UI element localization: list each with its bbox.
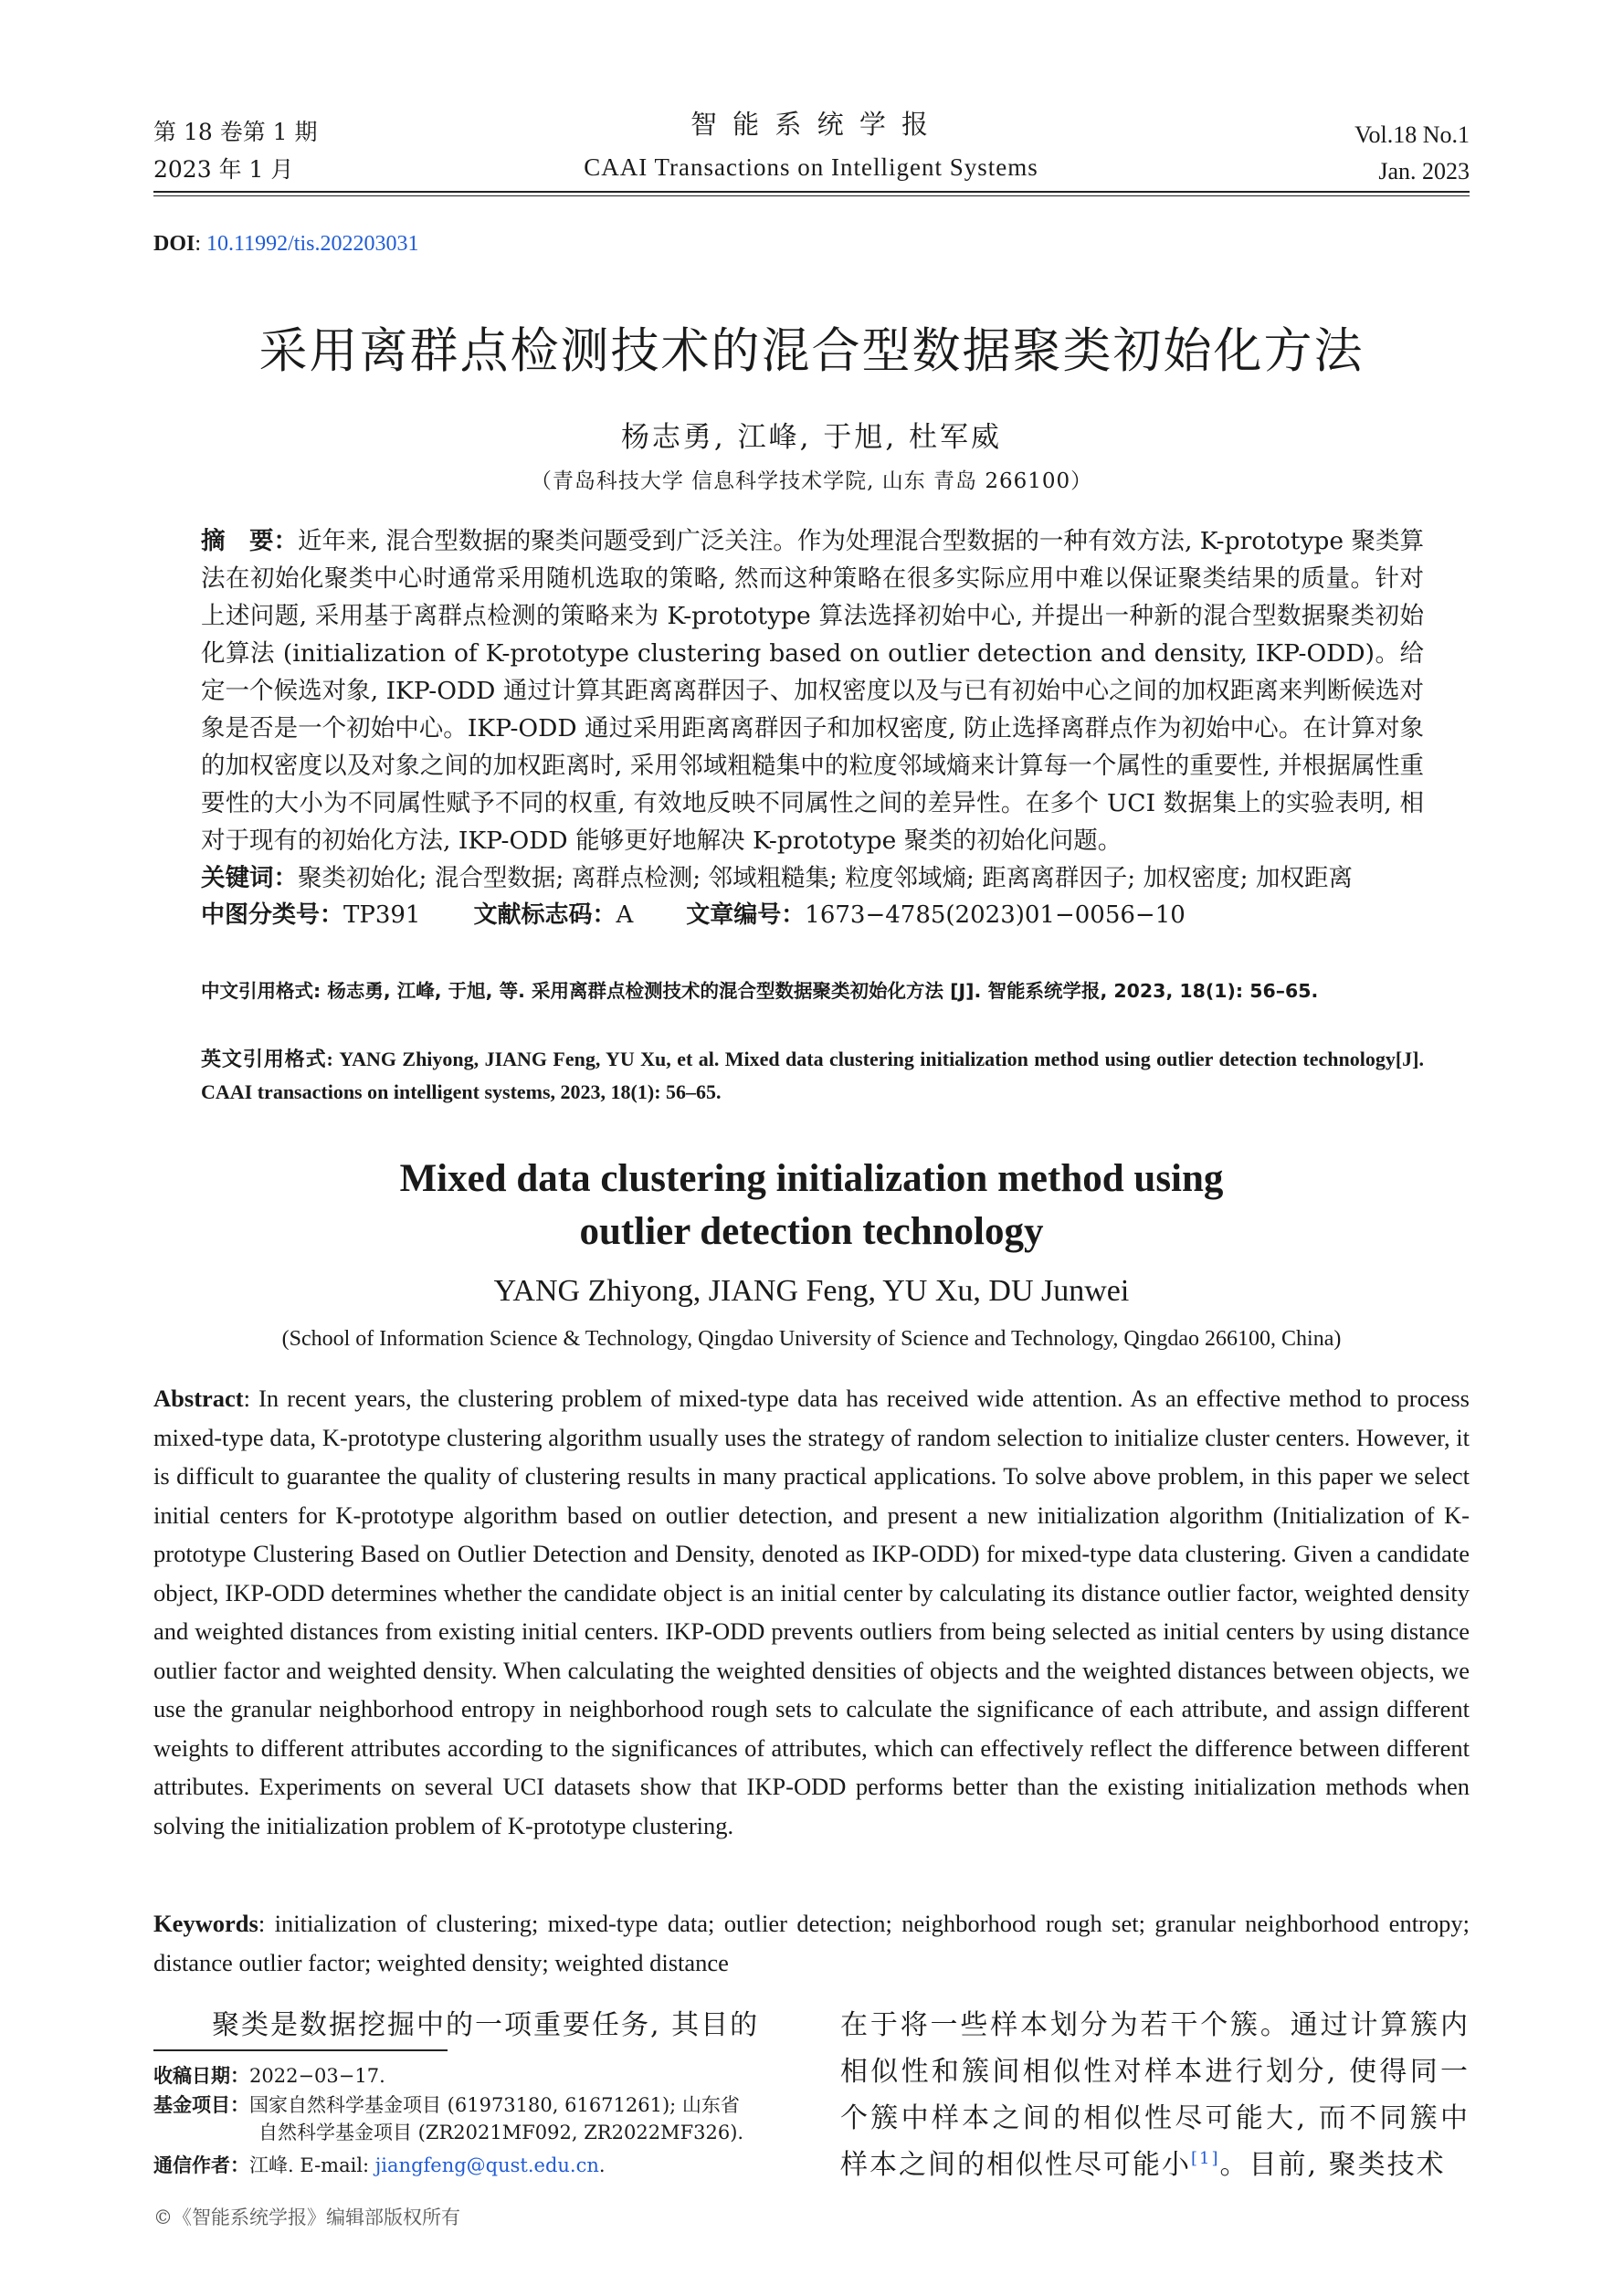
reference-link[interactable]: [1] [1191,2149,1220,2168]
doi-sep: : [195,232,207,256]
issue-date: 2023 年 1 月 [153,156,294,183]
journal-name-en: CAAI Transactions on Intelligent Systems [584,153,1038,181]
citation-cn: 中文引用格式: 杨志勇, 江峰, 于旭, 等. 采用离群点检测技术的混合型数据聚类初始化方法 [J]. 智能系统学报, 2023, 18(1): 56–65. [201,980,1319,1002]
abstract-cn-label: 摘 要： [201,527,299,555]
fund-label: 基金项目： [153,2094,249,2116]
issue-number: 第 18 卷第 1 期 [153,119,318,145]
body-right-column [840,2002,1470,2188]
abstract-cn [201,522,1424,859]
affiliation-en: (School of Information Science & Technology, Qingdao University of Science and Technology, Qingdao 266100, China) [281,1327,1342,1351]
fund-info [153,2091,793,2119]
affiliation-cn: （青岛科技大学 信息科学技术学院, 山东 青岛 266100） [530,469,1093,493]
abstract-en-text: : In recent years, the clustering problem of mixed-type data has received wide attention. As an effective method to process mixed-type data, K-prototype clustering algorithm usually uses the strategy of random selection to initialize cluster centers. However, it is difficult to guarantee the quality of clustering results in many practical applications. To solve above problem, in this paper we select initial centers for K-prototype algorithm based on outlier detection, and present a new initialization algorithm (Initialization of K-prototype Clustering Based on Outlier Detection and Density, denoted as IKP-ODD) for mixed-type data clustering. Given a candidate object, IKP-ODD determines whether the candidate object is an initial center by calculating its distance outlier factor, weighted density and weighted distances from existing initial centers. IKP-ODD prevents outliers from being selected as initial centers by using distance outlier factor and weighted density. When calculating the weighted densities of objects and the weighted distances between objects, we use the granular neighborhood entropy in neighborhood rough sets to calculate the significance of each attribute, and assign different weights to different attributes according to the significances of attributes, which can effectively reflect the difference between different attributes. Experiments on several UCI datasets show that IKP-ODD performs better than the existing initialization methods when solving the initialization problem of K-prototype clustering. [153,1385,1470,1839]
keywords-en [153,1904,1470,1982]
doi-link[interactable]: 10.11992/tis.202203031 [206,232,419,256]
article-number-value: 1673−4785(2023)01−0056−10 [805,901,1186,929]
authors-cn: 杨志勇, 江峰, 于旭, 杜军威 [620,421,1003,454]
keywords-cn-text: 聚类初始化; 混合型数据; 离群点检测; 邻域粗糙集; 粒度邻域熵; 距离离群因子; 加权密度; 加权距离 [298,864,1353,892]
keywords-en-text: : initialization of clustering; mixed-type data; outlier detection; neighborhood rough set; granular neighborhood entropy; distance outlier factor; weighted density; weighted distance [153,1910,1470,1976]
paper-title-en-line2: outlier detection technology [579,1210,1044,1253]
body-left-column: 聚类是数据挖掘中的一项重要任务, 其目的 [212,2009,760,2041]
citation-en: 英文引用格式: YANG Zhiyong, JIANG Feng, YU Xu, et al. Mixed data clustering initialization method using outlier detection technology[J]. CAAI transactions on intelligent systems, 2023, 18(1): 56–65. [201,1048,1424,1103]
abstract-en-label: Abstract [153,1385,244,1412]
paper-title-cn: 采用离群点检测技术的混合型数据聚类初始化方法 [258,323,1365,379]
corr-prefix: 江峰. E-mail: [249,2154,375,2176]
header-rule-thin [153,195,1470,196]
abstract-en [153,1379,1470,1845]
doi-line [153,232,418,257]
doc-code-label: 文献标志码： [473,901,617,929]
footnote-rule [153,2049,448,2051]
received-value: 2022−03−17. [249,2065,385,2087]
email-link[interactable]: jiangfeng@qust.edu.cn [374,2154,599,2176]
body-right-text: 在于将一些样本划分为若干个簇。通过计算簇内相似性和簇间相似性对样本进行划分, 使得同一个簇中样本之间的相似性尽可能大, 而不同簇中样本之间的相似性尽可能小 [840,2009,1470,2181]
clc-label: 中图分类号： [201,901,344,929]
paper-title-en-line1: Mixed data clustering initialization method using [399,1157,1224,1200]
corr-label: 通信作者： [153,2154,249,2176]
volume-label: Vol.18 No.1 [1354,121,1470,148]
corr-suffix: . [598,2154,606,2176]
body-right-tail: 。目前, 聚类技术 [1219,2149,1446,2181]
abstract-cn-text: 近年来, 混合型数据的聚类问题受到广泛关注。作为处理混合型数据的一种有效方法, K-prototype 聚类算法在初始化聚类中心时通常采用随机选取的策略, 然而这种策略在很多实际应用中难以保证聚类结果的质量。针对上述问题, 采用基于离群点检测的策略来为 K-prototype 算法选择初始中心, 并提出一种新的混合型数据聚类初始化算法 (initialization of K-prototype clustering based on outlier detection and density, IKP-ODD)。给定一个候选对象, IKP-ODD 通过计算其距离离群因子、加权密度以及与已有初始中心之间的加权距离来判断候选对象是否是一个初始中心。IKP-ODD 通过采用距离离群因子和加权密度, 防止选择离群点作为初始中心。在计算对象的加权密度以及对象之间的加权距离时, 采用邻域粗糙集中的粒度邻域熵来计算每一个属性的重要性, 并根据属性重要性的大小为不同属性赋予不同的权重, 有效地反映不同属性之间的差异性。在多个 UCI 数据集上的实验表明, 相对于现有的初始化方法, IKP-ODD 能够更好地解决 K-prototype 聚类的初始化问题。 [201,527,1424,855]
paper-title-en [153,1153,1470,1259]
copyright-notice: ©《智能系统学报》编辑部版权所有 [153,2206,460,2228]
keywords-cn-label: 关键词： [201,864,298,892]
journal-name-cn: 智 能 系 统 学 报 [690,109,933,140]
received-date [153,2062,385,2090]
header-rule [153,191,1470,193]
article-number-label: 文章编号： [686,901,806,929]
doi-label: DOI [153,232,195,256]
doc-code-value: A [616,901,634,929]
authors-en: YANG Zhiyong, JIANG Feng, YU Xu, DU Junwei [493,1274,1130,1308]
fund-line1: 国家自然科学基金项目 (61973180, 61671261); 山东省 [249,2094,740,2116]
corresponding-author [153,2152,606,2179]
date-label: Jan. 2023 [1378,158,1470,184]
received-label: 收稿日期： [153,2065,249,2087]
clc-value: TP391 [343,901,421,929]
fund-line2: 自然科学基金项目 (ZR2021MF092, ZR2022MF326). [258,2122,744,2143]
classification-line [201,897,1424,934]
keywords-en-label: Keywords [153,1910,258,1937]
keywords-cn [201,859,1424,897]
